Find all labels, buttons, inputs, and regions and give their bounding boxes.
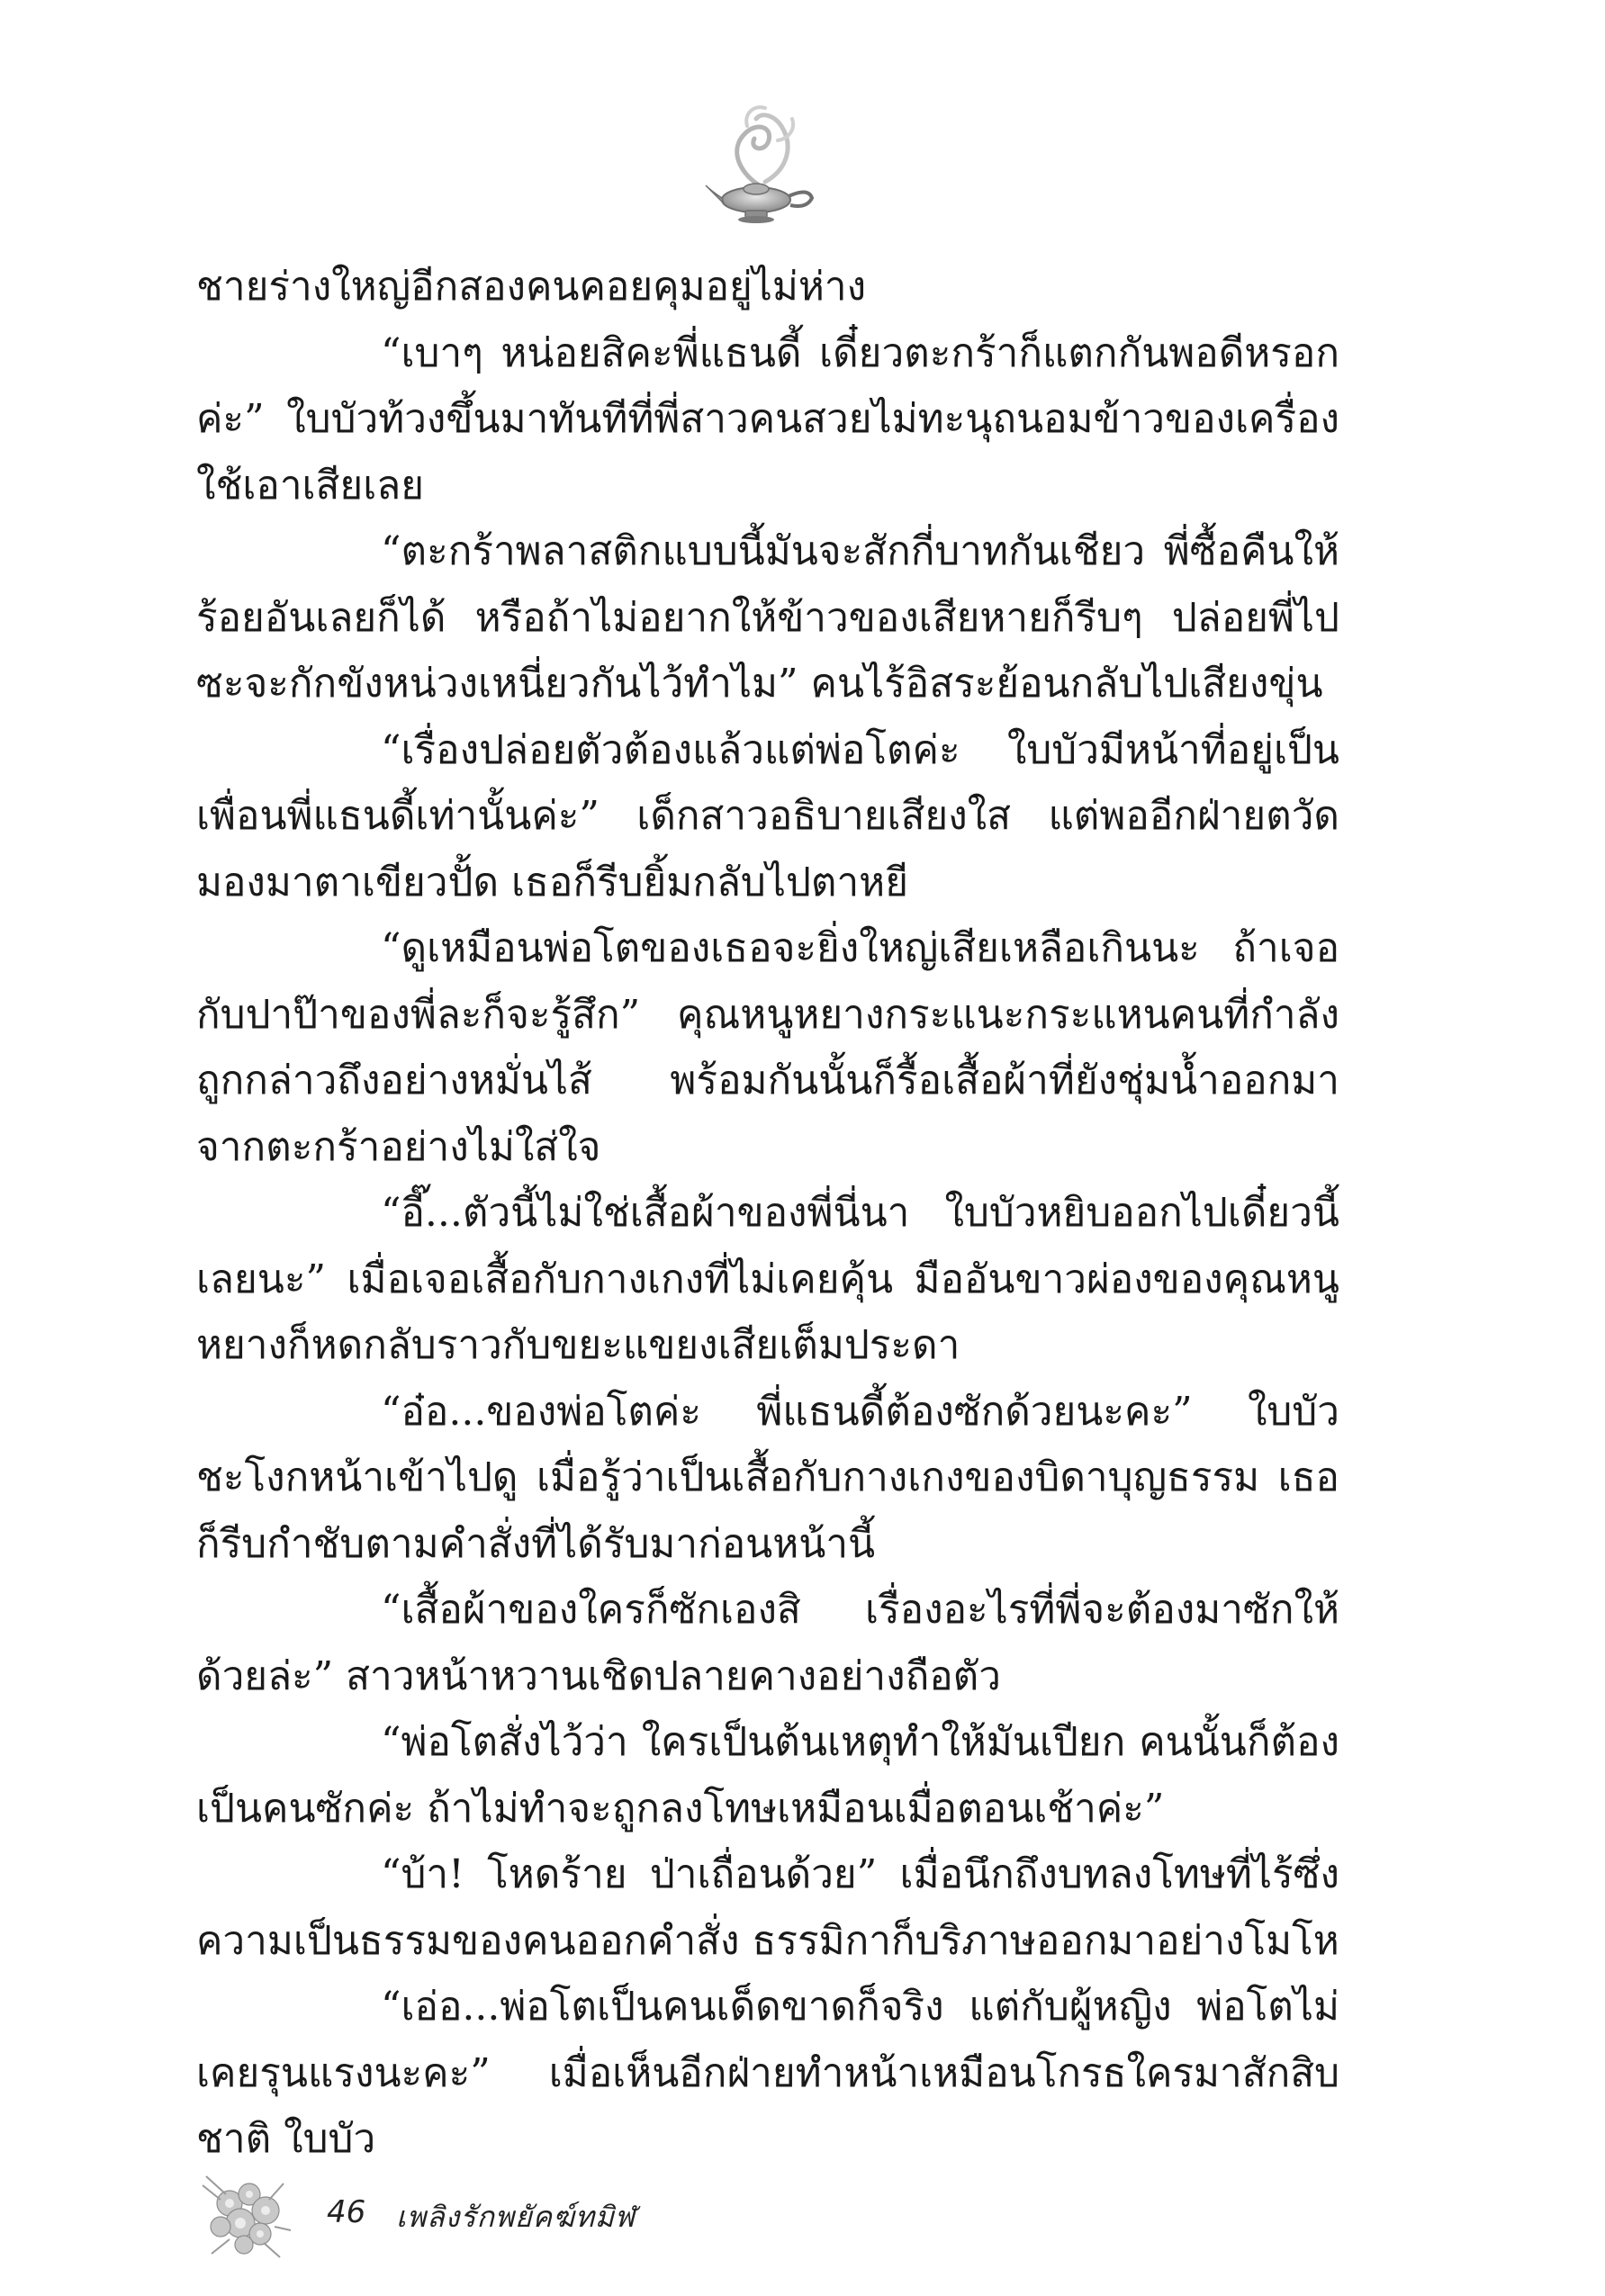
magic-lamp-icon <box>702 99 819 225</box>
paragraph: “เอ่อ...พ่อโตเป็นคนเด็ดขาดก็จริง แต่กับผู้หญิง พ่อโตไม่เคยรุนแรงนะคะ” เมื่อเห็นอีกฝ่ายทำหน้าเหมือนโกรธใครมาสักสิบชาติ ใบบัว <box>196 1984 1339 2162</box>
paragraph: ชายร่างใหญ่อีกสองคนคอยคุมอยู่ไม่ห่าง <box>196 264 867 310</box>
paragraph: “เบาๆ หน่อยสิคะพี่แธนดี้ เดี๋ยวตะกร้าก็แตกกันพอดีหรอกค่ะ” ใบบัวท้วงขึ้นมาทันทีที่พี่สาวคนสวยไม่ทะนุถนอมข้าวของเครื่องใช้เอาเสียเลย <box>196 329 1339 509</box>
book-title: เพลิงรักพยัคฆ์ทมิฬ <box>396 2200 636 2234</box>
page-number: 46 <box>327 2194 366 2230</box>
page-footer <box>194 2167 824 2275</box>
paragraph: “อี๊...ตัวนี้ไม่ใช่เสื้อผ้าของพี่นี่นา ใบบัวหยิบออกไปเดี๋ยวนี้เลยนะ” เมื่อเจอเสื้อกับกางเกงที่ไม่เคยคุ้น มืออันขาวผ่องของคุณหนูหยางก็หดกลับราวกับขยะแขยงเสียเต็มประดา <box>196 1190 1339 1368</box>
paragraph: “บ้า! โหดร้าย ป่าเถื่อนด้วย” เมื่อนึกถึงบทลงโทษที่ไร้ซึ่งความเป็นธรรมของคนออกคำสั่ง ธรรมิกาก็บริภาษออกมาอย่างโมโห <box>196 1851 1339 1964</box>
paragraph: “อ๋อ...ของพ่อโตค่ะ พี่แธนดี้ต้องซักด้วยนะคะ” ใบบัวชะโงกหน้าเข้าไปดู เมื่อรู้ว่าเป็นเสื้อกับกางเกงของบิดาบุญธรรม เธอก็รีบกำชับตามคำสั่งที่ได้รับมาก่อนหน้านี้ <box>196 1388 1339 1567</box>
paragraph: “ดูเหมือนพ่อโตของเธอจะยิ่งใหญ่เสียเหลือเกินนะ ถ้าเจอกับปาป๊าของพี่ละก็จะรู้สึก” คุณหนูหยางกระแนะกระแหนคนที่กำลังถูกกล่าวถึงอย่างหมั่นไส้ พร้อมกันนั้นก็รื้อเสื้อผ้าที่ยังชุ่มน้ำออกมาจากตะกร้าอย่างไม่ใส่ใจ <box>196 925 1339 1170</box>
paragraph: “พ่อโตสั่งไว้ว่า ใครเป็นต้นเหตุทำให้มันเปียก คนนั้นก็ต้องเป็นคนซักค่ะ ถ้าไม่ทำจะถูกลงโทษเหมือนเมื่อตอนเช้าค่ะ” <box>196 1719 1339 1832</box>
paragraph: “เสื้อผ้าของใครก็ซักเองสิ เรื่องอะไรที่พี่จะต้องมาซักให้ด้วยล่ะ” สาวหน้าหวานเชิดปลายคางอย่างถือตัว <box>196 1587 1339 1699</box>
flower-bouquet-icon <box>194 2167 300 2266</box>
paragraph: “เรื่องปล่อยตัวต้องแล้วแต่พ่อโตค่ะ ใบบัวมีหน้าที่อยู่เป็นเพื่อนพี่แธนดี้เท่านั้นค่ะ” เด็กสาวอธิบายเสียงใส แต่พออีกฝ่ายตวัดมองมาตาเขียวปั้ด เธอก็รีบยิ้มกลับไปตาหยี <box>196 726 1339 905</box>
paragraph: “ตะกร้าพลาสติกแบบนี้มันจะสักกี่บาทกันเชียว พี่ซื้อคืนให้ร้อยอันเลยก็ได้ หรือถ้าไม่อยากให้ข้าวของเสียหายก็รีบๆ ปล่อยพี่ไปซะจะกักขังหน่วงเหนี่ยวกันไว้ทำไม” คนไร้อิสระย้อนกลับไปเสียงขุ่น <box>196 528 1339 707</box>
body-text <box>196 254 1339 2173</box>
